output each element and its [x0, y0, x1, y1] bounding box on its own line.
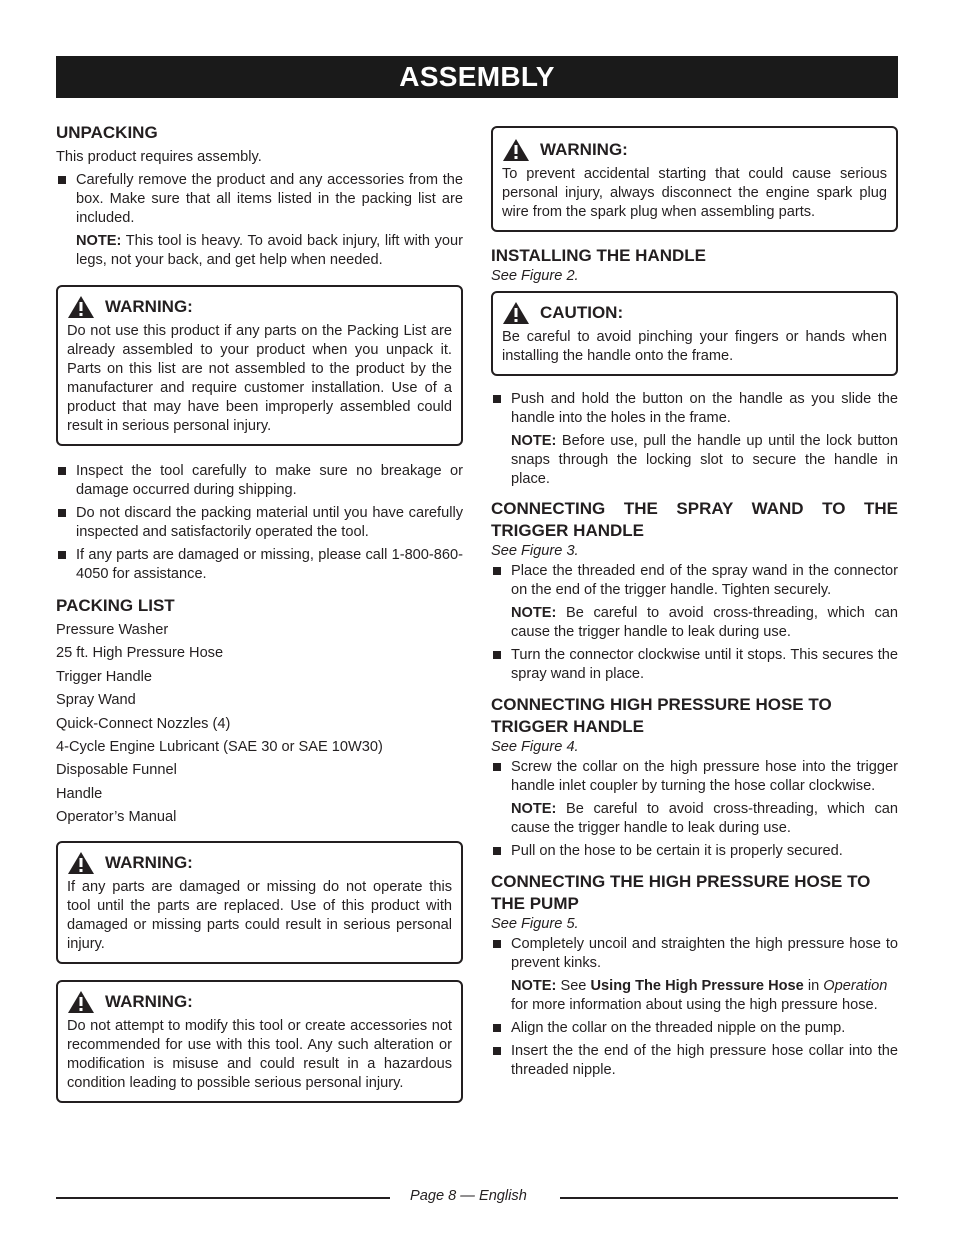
warning-box-modify	[56, 980, 463, 1103]
warning-title: WARNING:	[105, 991, 193, 1011]
wand-bullet: Place the threaded end of the spray wand in the connector on the end of the trigger handle. Tighten securely.	[491, 562, 898, 600]
caution-text: Be careful to avoid pinching your fingers or hands when installing the handle onto the frame.	[502, 329, 887, 364]
warning-triangle-icon	[67, 851, 95, 875]
warning-header	[67, 295, 452, 319]
note-text: This tool is heavy. To avoid back injury, lift with your legs, not your back, and get help when needed.	[76, 233, 463, 268]
unpacking-note	[56, 232, 463, 270]
footer-rule-right	[560, 1197, 898, 1199]
caution-title: CAUTION:	[540, 303, 624, 322]
packing-list-item: 25 ft. High Pressure Hose	[56, 645, 224, 662]
caution-header	[502, 301, 887, 325]
note-section-ref: Operation	[823, 978, 888, 994]
note-label: NOTE:	[511, 978, 557, 994]
note-section-name: Using The High Pressure Hose	[590, 978, 804, 994]
hose-pump-bullet: Align the collar on the threaded nipple on the pump.	[491, 1019, 898, 1038]
discard-bullet: Do not discard the packing material until you have carefully inspected and satisfactorily operated the tool.	[56, 504, 463, 542]
note-label: NOTE:	[511, 433, 557, 449]
unpacking-heading: UNPACKING	[56, 123, 158, 142]
warning-triangle-icon	[67, 295, 95, 319]
page-footer	[0, 1187, 954, 1207]
note-text: Be careful to avoid cross-threading, which can cause the trigger handle to leak during use.	[511, 801, 898, 836]
note-label: NOTE:	[76, 233, 122, 249]
packing-list-item: Disposable Funnel	[56, 762, 177, 779]
hose-pump-bullet: Insert the the end of the high pressure hose collar into the threaded nipple.	[491, 1042, 898, 1080]
packing-list-item: Quick-Connect Nozzles (4)	[56, 715, 231, 732]
note-see: See	[556, 978, 591, 994]
hose-trigger-note	[491, 800, 898, 838]
note-text: Before use, pull the handle up until the lock button snaps through the locking slot to secure the handle in place.	[511, 433, 898, 487]
spray-wand-heading: CONNECTING THE SPRAY WAND TO THE TRIGGER HANDLE	[491, 499, 898, 540]
warning-header	[67, 990, 452, 1014]
hose-trigger-bullet: Screw the collar on the high pressure hose into the trigger handle inlet coupler by turning the hose collar clockwise.	[491, 758, 898, 796]
figure-reference: See Figure 5.	[491, 916, 579, 932]
installing-handle-heading: INSTALLING THE HANDLE	[491, 246, 707, 265]
warning-box-parts-assembled	[56, 285, 463, 446]
warning-text: Do not use this product if any parts on the Packing List are already assembled to your product when you unpack it. Parts on this list are not assembled to the product by the manufacturer and require customer installation. Use of a product that may have been improperly assembled could result in serious personal injury.	[67, 323, 452, 434]
warning-text: Do not attempt to modify this tool or create accessories not recommended for use with this tool. Any such alteration or modification is misuse and could result in a hazardous condition leading to possible serious personal injury.	[67, 1017, 452, 1091]
warning-text: To prevent accidental starting that could cause serious personal injury, always disconnect the engine spark plug wire from the spark plug when assembling parts.	[502, 166, 887, 220]
note-rest: for more information about using the high pressure hose.	[511, 997, 878, 1013]
wand-note	[491, 604, 898, 642]
caution-box	[491, 291, 898, 376]
left-column	[56, 122, 463, 1103]
packing-list	[56, 619, 463, 830]
warning-header	[67, 851, 452, 875]
packing-list-item: Handle	[56, 785, 103, 802]
hose-trigger-heading: CONNECTING HIGH PRESSURE HOSE TO TRIGGER HANDLE	[491, 695, 832, 736]
right-column	[491, 126, 898, 1084]
figure-reference: See Figure 3.	[491, 543, 579, 559]
warning-title: WARNING:	[105, 297, 193, 316]
handle-note	[491, 432, 898, 489]
page-number: Page 8 — English	[410, 1188, 527, 1204]
damaged-bullet: If any parts are damaged or missing, please call 1-800-860-4050 for assistance.	[56, 546, 463, 584]
note-text: Be careful to avoid cross-threading, which can cause the trigger handle to leak during use.	[511, 605, 898, 640]
warning-box-missing-parts	[56, 841, 463, 964]
packing-list-item: 4-Cycle Engine Lubricant (SAE 30 or SAE 10W30)	[56, 739, 383, 756]
packing-list-item: Trigger Handle	[56, 668, 152, 685]
warning-title: WARNING:	[105, 852, 193, 872]
figure-reference: See Figure 4.	[491, 739, 579, 755]
packing-list-item: Spray Wand	[56, 692, 136, 709]
inspect-bullet: Inspect the tool carefully to make sure no breakage or damage occurred during shipping.	[56, 462, 463, 500]
footer-rule-left	[56, 1197, 390, 1199]
warning-box-spark-plug	[491, 126, 898, 232]
warning-triangle-icon	[67, 990, 95, 1014]
hose-pump-note	[491, 977, 898, 1015]
handle-bullet: Push and hold the button on the handle as you slide the handle into the holes in the frame.	[491, 390, 898, 428]
hose-pump-bullet: Completely uncoil and straighten the high pressure hose to prevent kinks.	[491, 935, 898, 973]
note-label: NOTE:	[511, 801, 557, 817]
page-title: ASSEMBLY	[56, 56, 898, 98]
warning-title: WARNING:	[540, 140, 628, 159]
packing-list-item: Operator’s Manual	[56, 809, 177, 826]
wand-bullet: Turn the connector clockwise until it stops. This secures the spray wand in place.	[491, 646, 898, 684]
unpacking-intro: This product requires assembly.	[56, 149, 262, 165]
note-in: in	[803, 978, 824, 994]
figure-reference: See Figure 2.	[491, 268, 579, 284]
note-label: NOTE:	[511, 605, 557, 621]
warning-triangle-icon	[502, 138, 530, 162]
warning-header	[502, 138, 887, 162]
unpacking-bullet: Carefully remove the product and any accessories from the box. Make sure that all items listed in the packing list are included.	[56, 171, 463, 228]
warning-triangle-icon	[502, 301, 530, 325]
packing-list-item: Pressure Washer	[56, 622, 169, 638]
warning-text: If any parts are damaged or missing do not operate this tool until the parts are replaced. Use of this product with damaged or missing parts could result in serious personal injury.	[67, 878, 452, 952]
packing-list-heading: PACKING LIST	[56, 596, 175, 615]
hose-pump-heading: CONNECTING THE HIGH PRESSURE HOSE TO THE PUMP	[491, 872, 871, 913]
hose-trigger-bullet: Pull on the hose to be certain it is properly secured.	[491, 842, 898, 861]
